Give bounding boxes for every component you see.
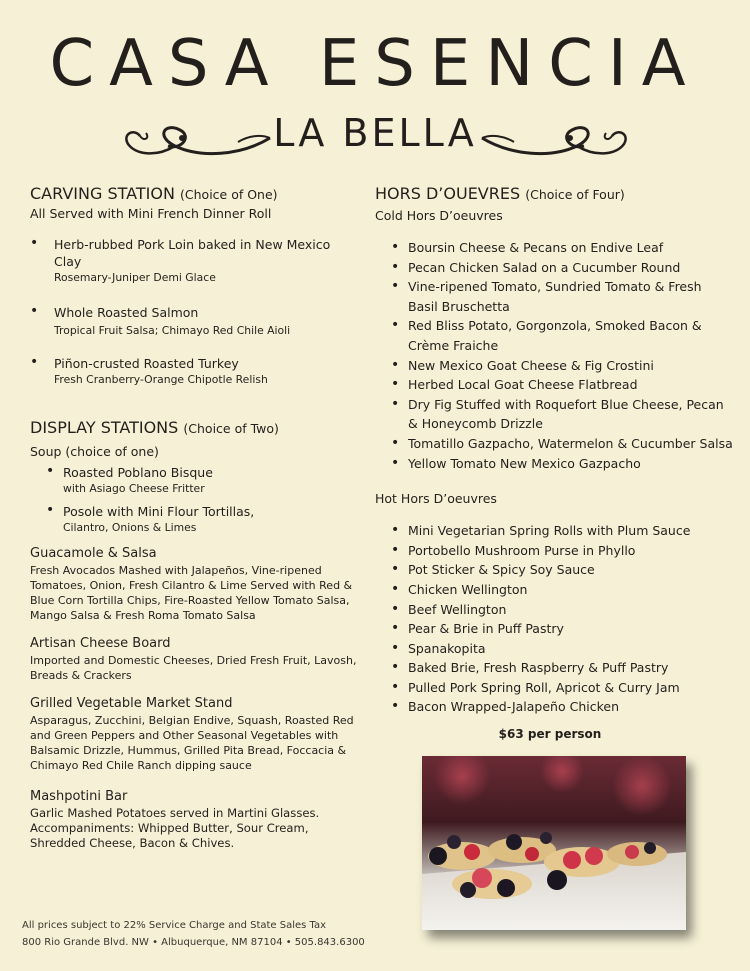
venue-name: LA BELLA — [273, 111, 477, 155]
display-stations-heading — [30, 418, 360, 439]
carving-station-heading — [30, 184, 360, 205]
item-name: • Roasted Poblano Bisque — [63, 465, 213, 480]
block-title: Guacamole & Salsa — [30, 546, 157, 561]
list-item: • Beef Wellington — [375, 600, 735, 620]
restaurant-name: CASA ESENCIA — [49, 27, 701, 101]
hors-choice: (Choice of Four) — [525, 187, 625, 202]
hot-label: Hot Hors D’oeuvres — [375, 491, 497, 507]
item-name: • Whole Roasted Salmon — [54, 305, 199, 320]
cheese-board-block — [30, 635, 360, 683]
display-title: DISPLAY STATIONS — [30, 418, 179, 437]
list-item: • Portobello Mushroom Purse in Phyllo — [375, 541, 735, 561]
left-column — [30, 184, 360, 851]
list-item: • Vine-ripened Tomato, Sundried Tomato & Fresh Basil Bruschetta — [375, 277, 735, 316]
item-desc: Rosemary-Juniper Demi Glace — [54, 271, 216, 284]
hot-list — [375, 521, 735, 717]
soup-label: Soup (choice of one) — [30, 444, 159, 459]
carving-title: CARVING STATION — [30, 184, 175, 203]
hors-heading — [375, 184, 735, 205]
list-item: • Spanakopita — [375, 639, 735, 659]
list-item: • Pulled Pork Spring Roll, Apricot & Curry Jam — [375, 678, 735, 698]
list-item: • Pear & Brie in Puff Pastry — [375, 619, 735, 639]
list-item: • Boursin Cheese & Pecans on Endive Leaf — [375, 238, 735, 258]
list-item: • Bacon Wrapped-Jalapeño Chicken — [375, 697, 735, 717]
list-item: • Dry Fig Stuffed with Roquefort Blue Cheese, Pecan & Honeycomb Drizzle — [375, 395, 735, 434]
carving-choice: (Choice of One) — [180, 187, 278, 202]
block-desc: Fresh Avocados Mashed with Jalapeños, Vine-ripened Tomatoes, Onion, Fresh Cilantro & Lime Served with Red & Blue Corn Tortilla Chips, Fire-Roasted Yellow Tomato Salsa, Mango Salsa & Fresh Roma Tomato Salsa — [30, 564, 353, 622]
item-name: • Piñon-crusted Roasted Turkey — [54, 356, 239, 371]
cold-label: Cold Hors D’oeuvres — [375, 208, 503, 223]
hors-title: HORS D’OUEVRES — [375, 184, 521, 203]
grilled-vegetable-block — [30, 695, 360, 773]
block-title: Grilled Vegetable Market Stand — [30, 696, 233, 711]
item-desc: Fresh Cranberry-Orange Chipotle Relish — [54, 373, 268, 386]
list-item: • Red Bliss Potato, Gorgonzola, Smoked Bacon & Crème Fraiche — [375, 316, 735, 355]
carving-list — [30, 236, 360, 387]
right-flourish-ornament — [472, 118, 632, 168]
list-item: • Baked Brie, Fresh Raspberry & Puff Pastry — [375, 658, 735, 678]
item-name: • Posole with Mini Flour Tortillas, — [63, 504, 255, 519]
block-desc: Imported and Domestic Cheeses, Dried Fresh Fruit, Lavosh, Breads & Crackers — [30, 654, 357, 682]
list-item: • Chicken Wellington — [375, 580, 735, 600]
list-item — [30, 503, 360, 535]
list-item — [30, 304, 360, 338]
item-desc: with Asiago Cheese Fritter — [63, 482, 205, 495]
item-name: • Herb-rubbed Pork Loin baked in New Mexico Clay — [54, 237, 331, 269]
list-item — [30, 236, 360, 285]
block-title: Artisan Cheese Board — [30, 636, 171, 651]
footer-tax-note: All prices subject to 22% Service Charge and State Sales Tax — [22, 920, 327, 931]
list-item: • Pecan Chicken Salad on a Cucumber Round — [375, 258, 735, 278]
price-per-person: $63 per person — [498, 727, 602, 742]
list-item — [30, 355, 360, 387]
food-photo — [422, 756, 686, 930]
item-desc: Tropical Fruit Salsa; Chimayo Red Chile Aioli — [54, 324, 291, 337]
tartlet-illustration — [422, 756, 686, 930]
list-item: • New Mexico Goat Cheese & Fig Crostini — [375, 356, 735, 376]
guacamole-block — [30, 545, 360, 623]
carving-note: All Served with Mini French Dinner Roll — [30, 206, 272, 221]
display-choice: (Choice of Two) — [183, 421, 279, 436]
block-desc: Asparagus, Zucchini, Belgian Endive, Squash, Roasted Red and Green Peppers and Other Seasonal Vegetables with Balsamic Drizzle, Hummus, Grilled Pita Bread, Foccacia & Chimayo Red Chile Ranch dipping sauce — [30, 714, 354, 772]
list-item — [30, 464, 360, 496]
mashpotini-block — [30, 788, 360, 851]
block-desc: Garlic Mashed Potatoes served in Martini Glasses. Accompaniments: Whipped Butter, Sour Cream, Shredded Cheese, Bacon & Chives. — [30, 806, 320, 850]
right-column — [375, 184, 735, 741]
list-item: • Mini Vegetarian Spring Rolls with Plum Sauce — [375, 521, 735, 541]
cold-list — [375, 238, 735, 473]
list-item: • Pot Sticker & Spicy Soy Sauce — [375, 560, 735, 580]
footer-address: 800 Rio Grande Blvd. NW • Albuquerque, NM 87104 • 505.843.6300 — [22, 937, 365, 948]
block-title: Mashpotini Bar — [30, 789, 128, 804]
list-item: • Yellow Tomato New Mexico Gazpacho — [375, 454, 735, 474]
list-item: • Tomatillo Gazpacho, Watermelon & Cucumber Salsa — [375, 434, 735, 454]
list-item: • Herbed Local Goat Cheese Flatbread — [375, 375, 735, 395]
item-desc: Cilantro, Onions & Limes — [63, 521, 197, 534]
soup-list — [30, 464, 360, 535]
